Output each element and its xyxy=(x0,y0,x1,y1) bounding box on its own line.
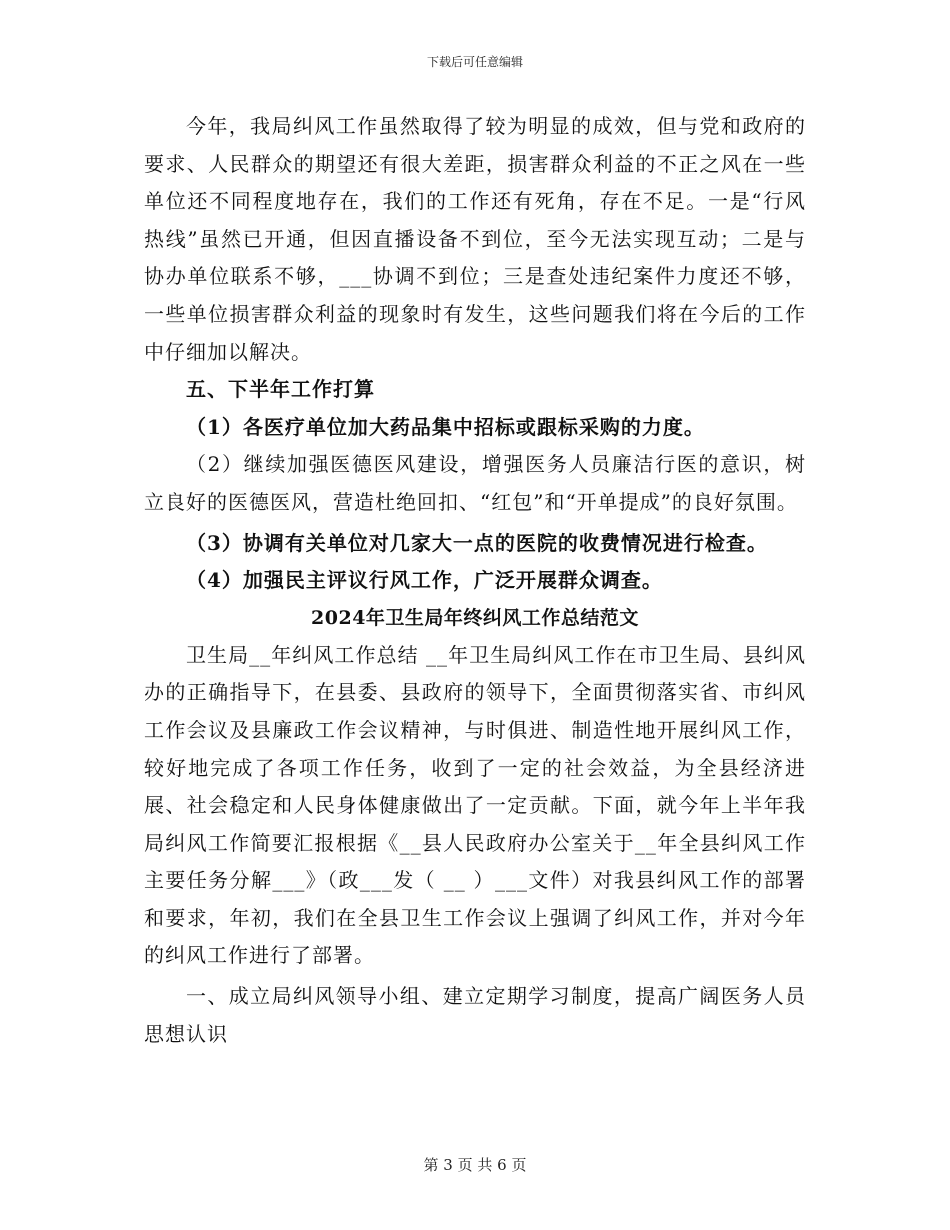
section-heading-plan: 五、下半年工作打算 xyxy=(186,377,375,402)
paragraph-shortcomings: 今年，我局纠风工作虽然取得了较为明显的成效，但与党和政府的要求、人民群众的期望还有很大差距，损害群众利益的不正之风在一些单位还不同程度地存在，我们的工作还有死角，存在不足。一是“行风热线”虽然已开通，但因直播设备不到位，至今无法实现互动；二是与协办单位联系不够，___协调不到位；三是查处违纪案件力度还不够，一些单位损害群众利益的现象时有发生，这些问题我们将在今后的工作中仔细加以解决。 xyxy=(144,114,806,364)
document-title: 2024年卫生局年终纠风工作总结范文 xyxy=(311,606,639,629)
plan-item-3: （3）协调有关单位对几家大一点的医院的收费情况进行检查。 xyxy=(186,530,768,555)
paragraph-section-one: 一、成立局纠风领导小组、建立定期学习制度，提高广阔医务人员思想认识 xyxy=(144,984,806,1046)
page-footer: 第 3 页 共 6 页 xyxy=(423,1156,527,1174)
plan-item-4: （4）加强民主评议行风工作，广泛开展群众调查。 xyxy=(186,568,663,593)
page-header: 下载后可任意编辑 xyxy=(426,55,523,69)
paragraph-summary-intro: 卫生局__年纠风工作总结 __年卫生局纠风工作在市卫生局、县纠风办的正确指导下，在县委、县政府的领导下，全面贯彻落实省、市纠风工作会议及县廉政工作会议精神，与时俱进、制造性地开展纠风工作，较好地完成了各项工作任务，收到了一定的社会效益，为全县经济进展、社会稳定和人民身体健康做出了一定贡献。下面，就今年上半年我局纠风工作简要汇报根据《__县人民政府办公室关于__年全县纠风工作主要任务分解___》（政___发（ __ ）___文件）对我县纠风工作的部署和要求，年初，我们在全县卫生工作会议上强调了纠风工作，并对今年的纠风工作进行了部署。 xyxy=(144,642,806,968)
plan-item-2: （2）继续加强医德医风建设，增强医务人员廉洁行医的意识，树立良好的医德医风，营造杜绝回扣、“红包”和“开单提成”的良好氛围。 xyxy=(144,452,806,514)
document-body xyxy=(144,108,806,1053)
plan-item-1: （1）各医疗单位加大药品集中招标或跟标采购的力度。 xyxy=(186,414,705,439)
